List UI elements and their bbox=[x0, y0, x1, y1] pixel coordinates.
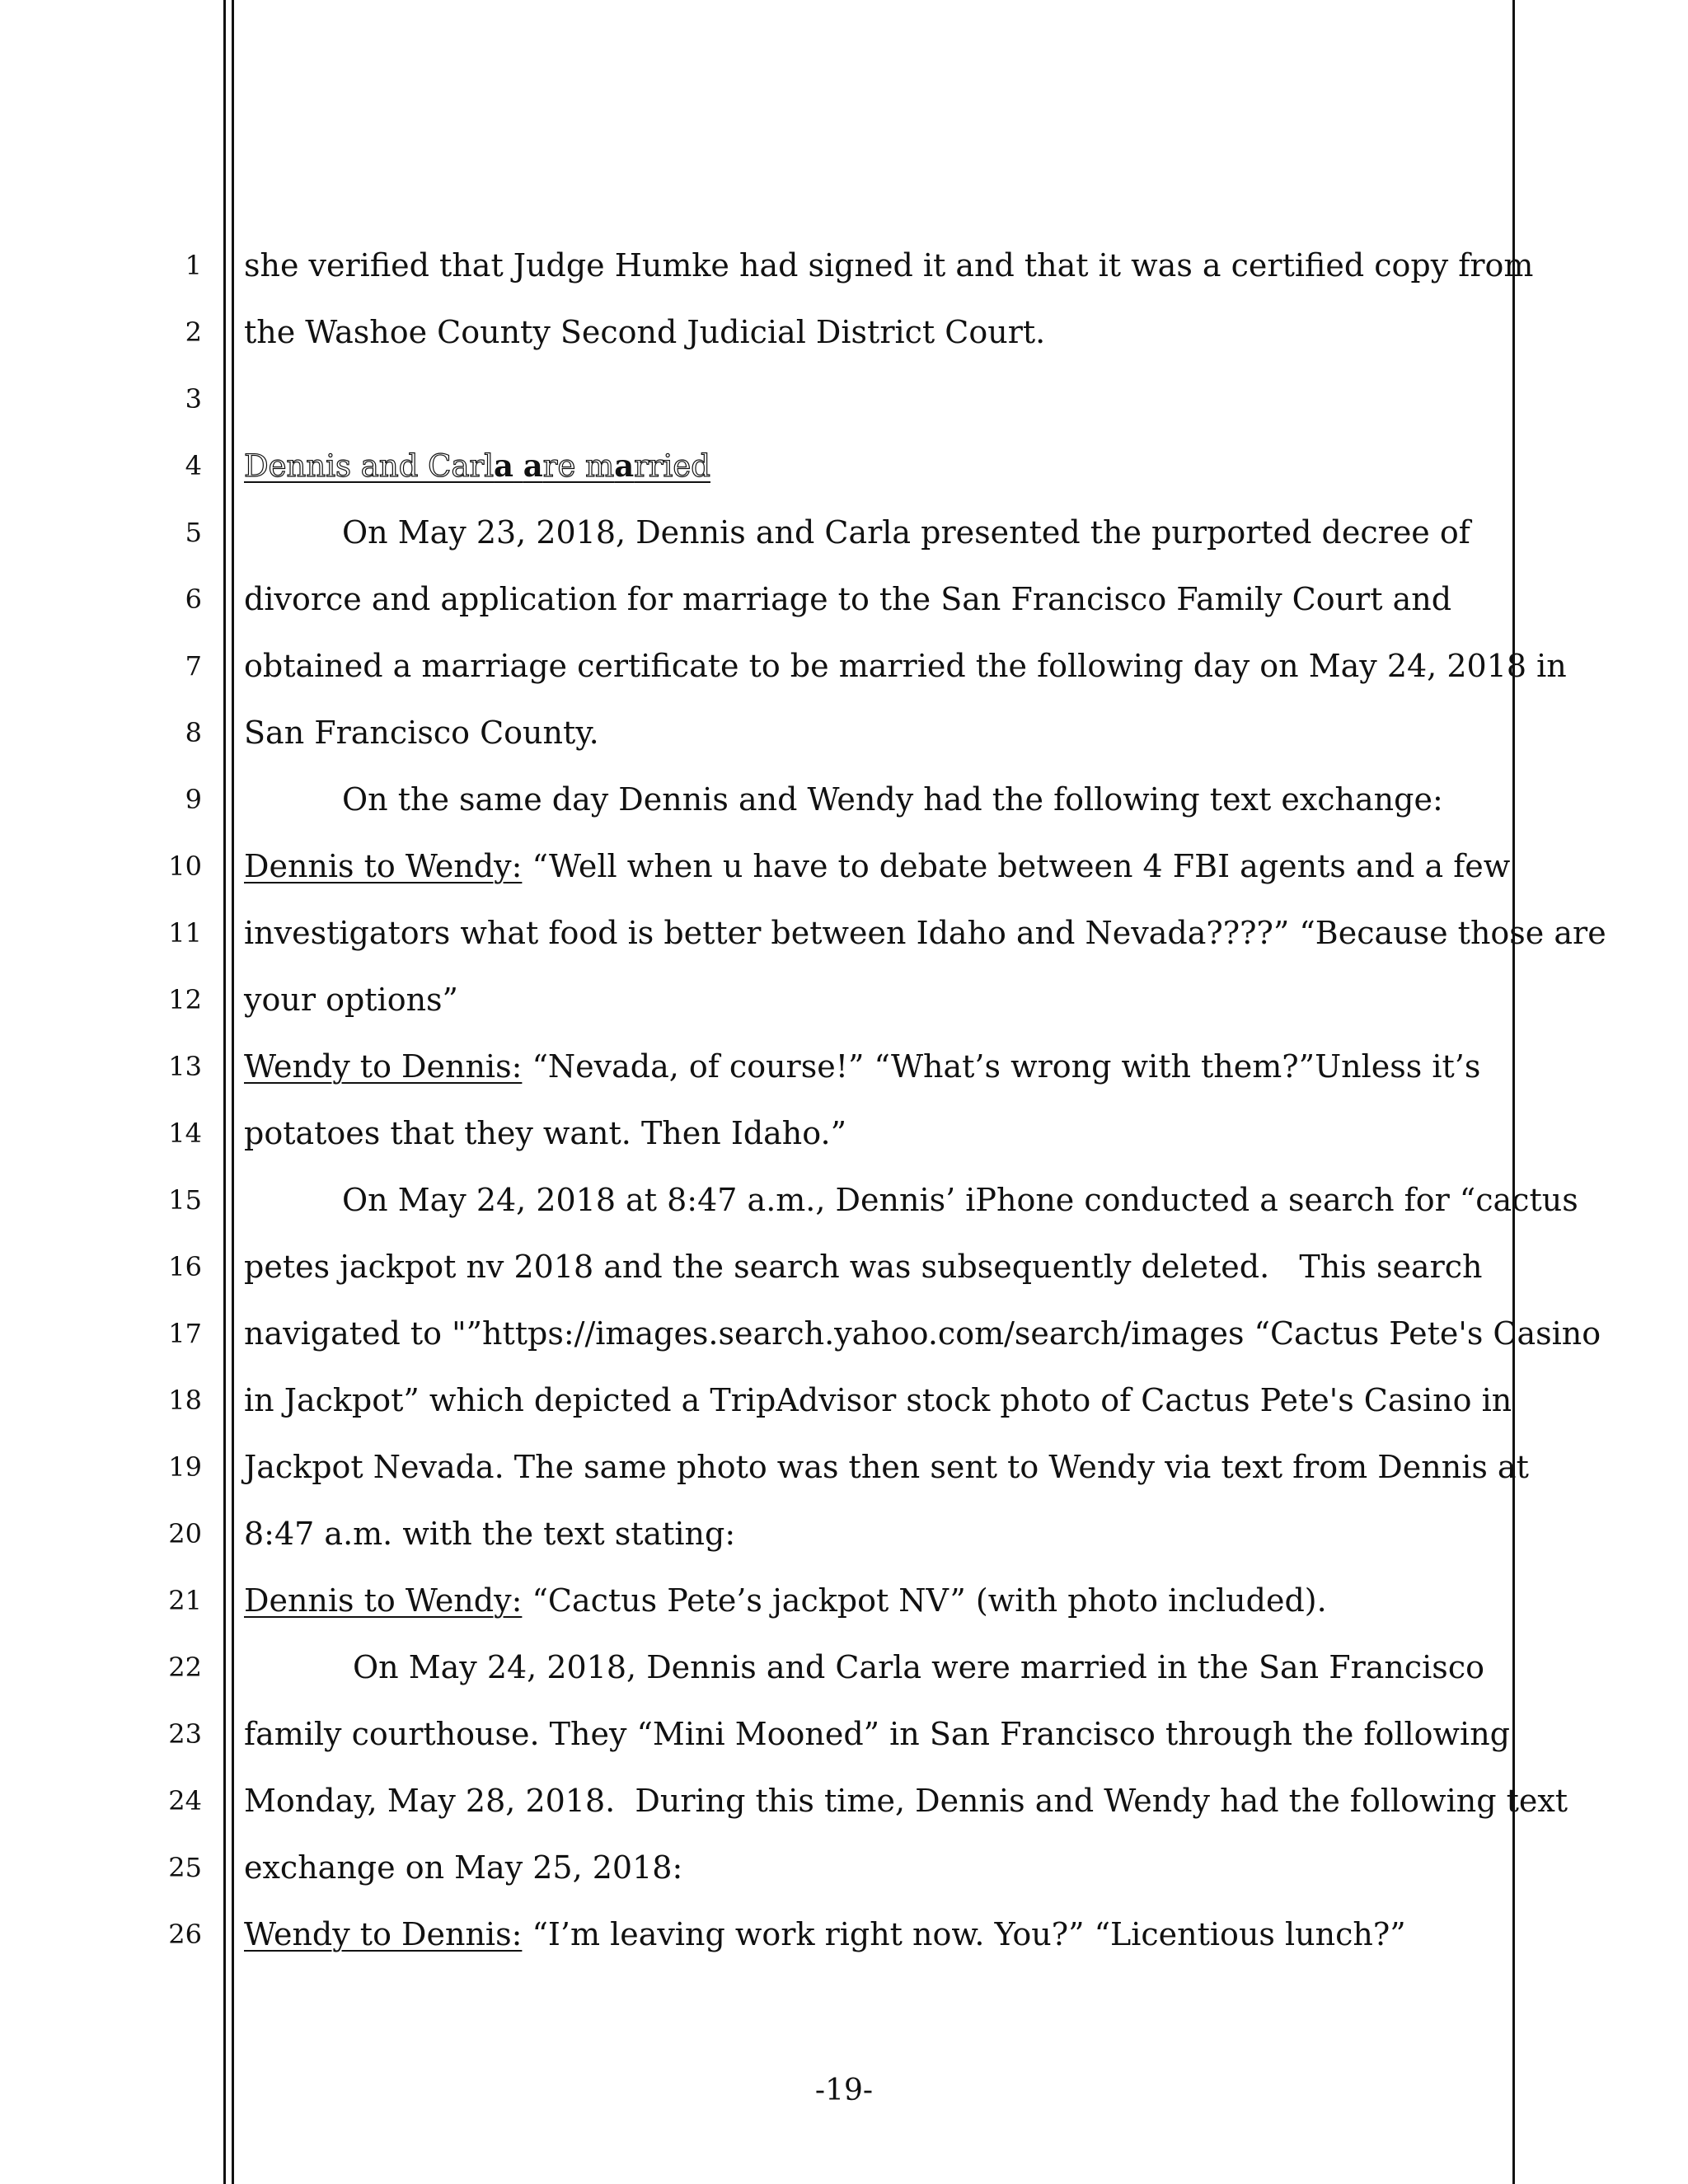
section-heading bbox=[244, 446, 710, 485]
quote-text: “Cactus Pete’s jackpot NV” (with photo included). bbox=[522, 1582, 1327, 1619]
page-number: -19- bbox=[814, 2074, 874, 2107]
heading-part: a bbox=[523, 448, 543, 484]
document-body bbox=[244, 0, 1606, 2184]
text-line-22: On May 24, 2018, Dennis and Carla were married in the San Francisco bbox=[353, 1649, 1484, 1685]
line-number: 6 bbox=[185, 583, 202, 615]
line-number: 1 bbox=[185, 250, 202, 281]
line-number: 14 bbox=[168, 1118, 202, 1149]
text-line-1: she verified that Judge Humke had signed it and that it was a certified copy from bbox=[244, 247, 1534, 284]
line-number: 23 bbox=[168, 1718, 202, 1750]
text-line-19: Jackpot Nevada. The same photo was then sent to Wendy via text from Dennis at bbox=[244, 1449, 1529, 1485]
heading-part: Dennis and Carl bbox=[244, 448, 495, 484]
line-number: 20 bbox=[168, 1518, 202, 1549]
speaker-label: Wendy to Dennis: bbox=[244, 1916, 523, 1952]
left-margin-rule-outer bbox=[223, 0, 226, 2184]
text-line-26 bbox=[244, 1915, 1406, 1954]
line-number: 22 bbox=[168, 1652, 202, 1683]
text-line-23: family courthouse. They “Mini Mooned” in San Francisco through the following bbox=[244, 1716, 1510, 1752]
line-number: 13 bbox=[168, 1051, 202, 1082]
text-line-16: petes jackpot nv 2018 and the search was subsequently deleted. This search bbox=[244, 1249, 1483, 1285]
line-number: 7 bbox=[185, 650, 202, 682]
text-line-2: the Washoe County Second Judicial District Court. bbox=[244, 314, 1046, 350]
text-line-25: exchange on May 25, 2018: bbox=[244, 1849, 683, 1886]
line-number: 19 bbox=[168, 1451, 202, 1483]
line-number: 4 bbox=[185, 450, 202, 481]
text-line-6: divorce and application for marriage to the San Francisco Family Court and bbox=[244, 581, 1452, 617]
text-line-12: your options” bbox=[244, 982, 458, 1018]
quote-text: “I’m leaving work right now. You?” “Licentious lunch?” bbox=[522, 1916, 1406, 1952]
text-line-9: On the same day Dennis and Wendy had the following text exchange: bbox=[342, 781, 1443, 818]
text-line-14: potatoes that they want. Then Idaho.” bbox=[244, 1115, 846, 1151]
text-line-24: Monday, May 28, 2018. During this time, Dennis and Wendy had the following text bbox=[244, 1783, 1568, 1819]
text-line-21 bbox=[244, 1581, 1327, 1620]
line-number-column bbox=[0, 0, 214, 2184]
line-number: 3 bbox=[185, 383, 202, 415]
line-number: 11 bbox=[168, 917, 202, 949]
text-line-7: obtained a marriage certificate to be married the following day on May 24, 2018 in bbox=[244, 648, 1567, 684]
text-line-15: On May 24, 2018 at 8:47 a.m., Dennis’ iPhone conducted a search for “cactus bbox=[342, 1182, 1578, 1218]
text-line-10 bbox=[244, 846, 1510, 886]
line-number: 10 bbox=[168, 851, 202, 882]
speaker-label: Wendy to Dennis: bbox=[244, 1048, 523, 1085]
left-margin-rule-inner bbox=[232, 0, 234, 2184]
line-number: 16 bbox=[168, 1251, 202, 1282]
heading-part: rried bbox=[634, 448, 710, 484]
text-line-11: investigators what food is better between Idaho and Nevada????” “Because those are bbox=[244, 915, 1606, 951]
line-number: 15 bbox=[168, 1184, 202, 1216]
speaker-label: Dennis to Wendy: bbox=[244, 848, 523, 884]
text-line-20: 8:47 a.m. with the text stating: bbox=[244, 1516, 736, 1552]
line-number: 12 bbox=[168, 984, 202, 1015]
line-number: 2 bbox=[185, 316, 202, 348]
heading-part bbox=[513, 448, 523, 484]
line-number: 25 bbox=[168, 1852, 202, 1883]
line-number: 24 bbox=[168, 1785, 202, 1816]
line-number: 8 bbox=[185, 717, 202, 748]
line-number: 17 bbox=[168, 1318, 202, 1349]
line-number: 26 bbox=[168, 1919, 202, 1950]
quote-text: “Nevada, of course!” “What’s wrong with them?”Unless it’s bbox=[522, 1048, 1481, 1085]
text-line-18: in Jackpot” which depicted a TripAdvisor stock photo of Cactus Pete's Casino in bbox=[244, 1382, 1512, 1418]
line-number: 9 bbox=[185, 784, 202, 815]
heading-part: a bbox=[614, 448, 635, 484]
line-number: 21 bbox=[168, 1585, 202, 1616]
text-line-8: San Francisco County. bbox=[244, 715, 599, 751]
text-line-13 bbox=[244, 1047, 1480, 1086]
text-line-5: On May 23, 2018, Dennis and Carla presented the purported decree of bbox=[342, 514, 1470, 551]
quote-text: “Well when u have to debate between 4 FBI agents and a few bbox=[522, 848, 1511, 884]
line-number: 5 bbox=[185, 517, 202, 548]
heading-part: re m bbox=[542, 448, 615, 484]
text-line-17: navigated to "”https://images.search.yahoo.com/search/images “Cactus Pete's Casino bbox=[244, 1315, 1601, 1352]
heading-part: a bbox=[494, 448, 514, 484]
line-number: 18 bbox=[168, 1385, 202, 1416]
speaker-label: Dennis to Wendy: bbox=[244, 1582, 523, 1619]
